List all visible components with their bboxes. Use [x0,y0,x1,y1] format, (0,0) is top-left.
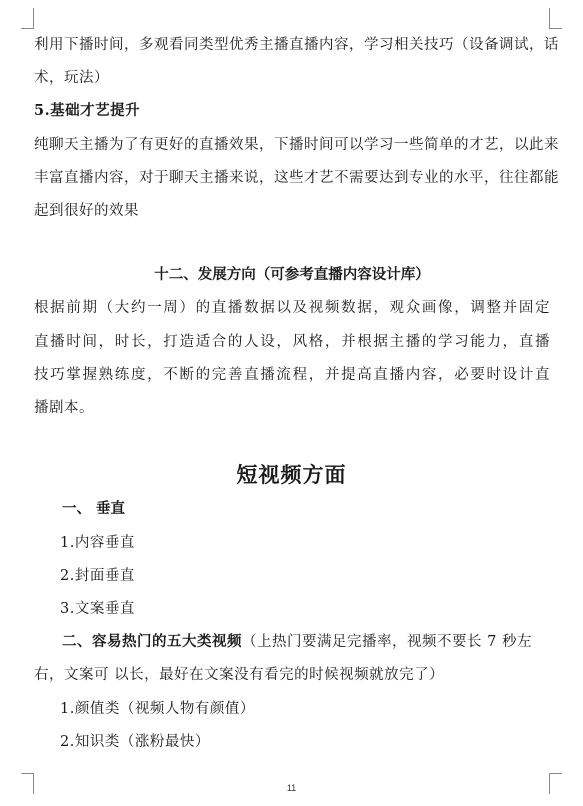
crop-mark-top-left [21,8,34,29]
subsection-hot-videos-note: （上热门要满足完播率，视频不要长 7 秒左 [242,634,532,650]
subsection-hot-videos-title: 二、容易热门的五大类视频 [62,633,242,650]
paragraph-line: 播剧本。 [34,400,94,416]
list-item: 1.颜值类（视频人物有颜值） [60,701,255,717]
subsection-vertical-heading: 一、 垂直 [62,500,126,517]
paragraph-line: 右，文案可 以长，最好在文案没有看完的时候视频就放完了） [34,667,445,683]
list-item: 2.知识类（涨粉最快） [60,734,210,750]
crop-mark-top-right [549,8,562,29]
list-item: 3.文案垂直 [60,601,135,617]
list-item: 2.封面垂直 [60,568,135,584]
paragraph-line: 起到很好的效果 [34,203,139,219]
paragraph-line: 技巧掌握熟练度，不断的完善直播流程，并提高直播内容，必要时设计直 [34,367,550,383]
subsection-hot-videos-heading [62,632,550,652]
paragraph-line: 纯聊天主播为了有更好的直播效果，下播时间可以学习一些简单的才艺，以此来 [34,137,559,153]
paragraph-line: 利用下播时间，多观看同类型优秀主播直播内容，学习相关技巧（设备调试，话 [34,37,559,53]
list-item: 1.内容垂直 [60,535,135,551]
paragraph-line: 根据前期（大约一周）的直播数据以及视频数据，观众画像，调整并固定 [34,300,550,316]
section-5-heading: 5.基础才艺提升 [34,102,141,119]
paragraph-line: 术，玩法） [34,70,109,86]
paragraph-line: 直播时间，时长，打造适合的人设，风格，并根据主播的学习能力，直播 [34,334,550,350]
section-12-heading: 十二、发展方向（可参考直播内容设计库） [154,266,430,283]
short-video-heading: 短视频方面 [236,462,347,487]
page-number: 11 [286,783,297,793]
paragraph-line: 丰富直播内容，对于聊天主播来说，这些才艺不需要达到专业的水平，往往都能 [34,170,559,186]
